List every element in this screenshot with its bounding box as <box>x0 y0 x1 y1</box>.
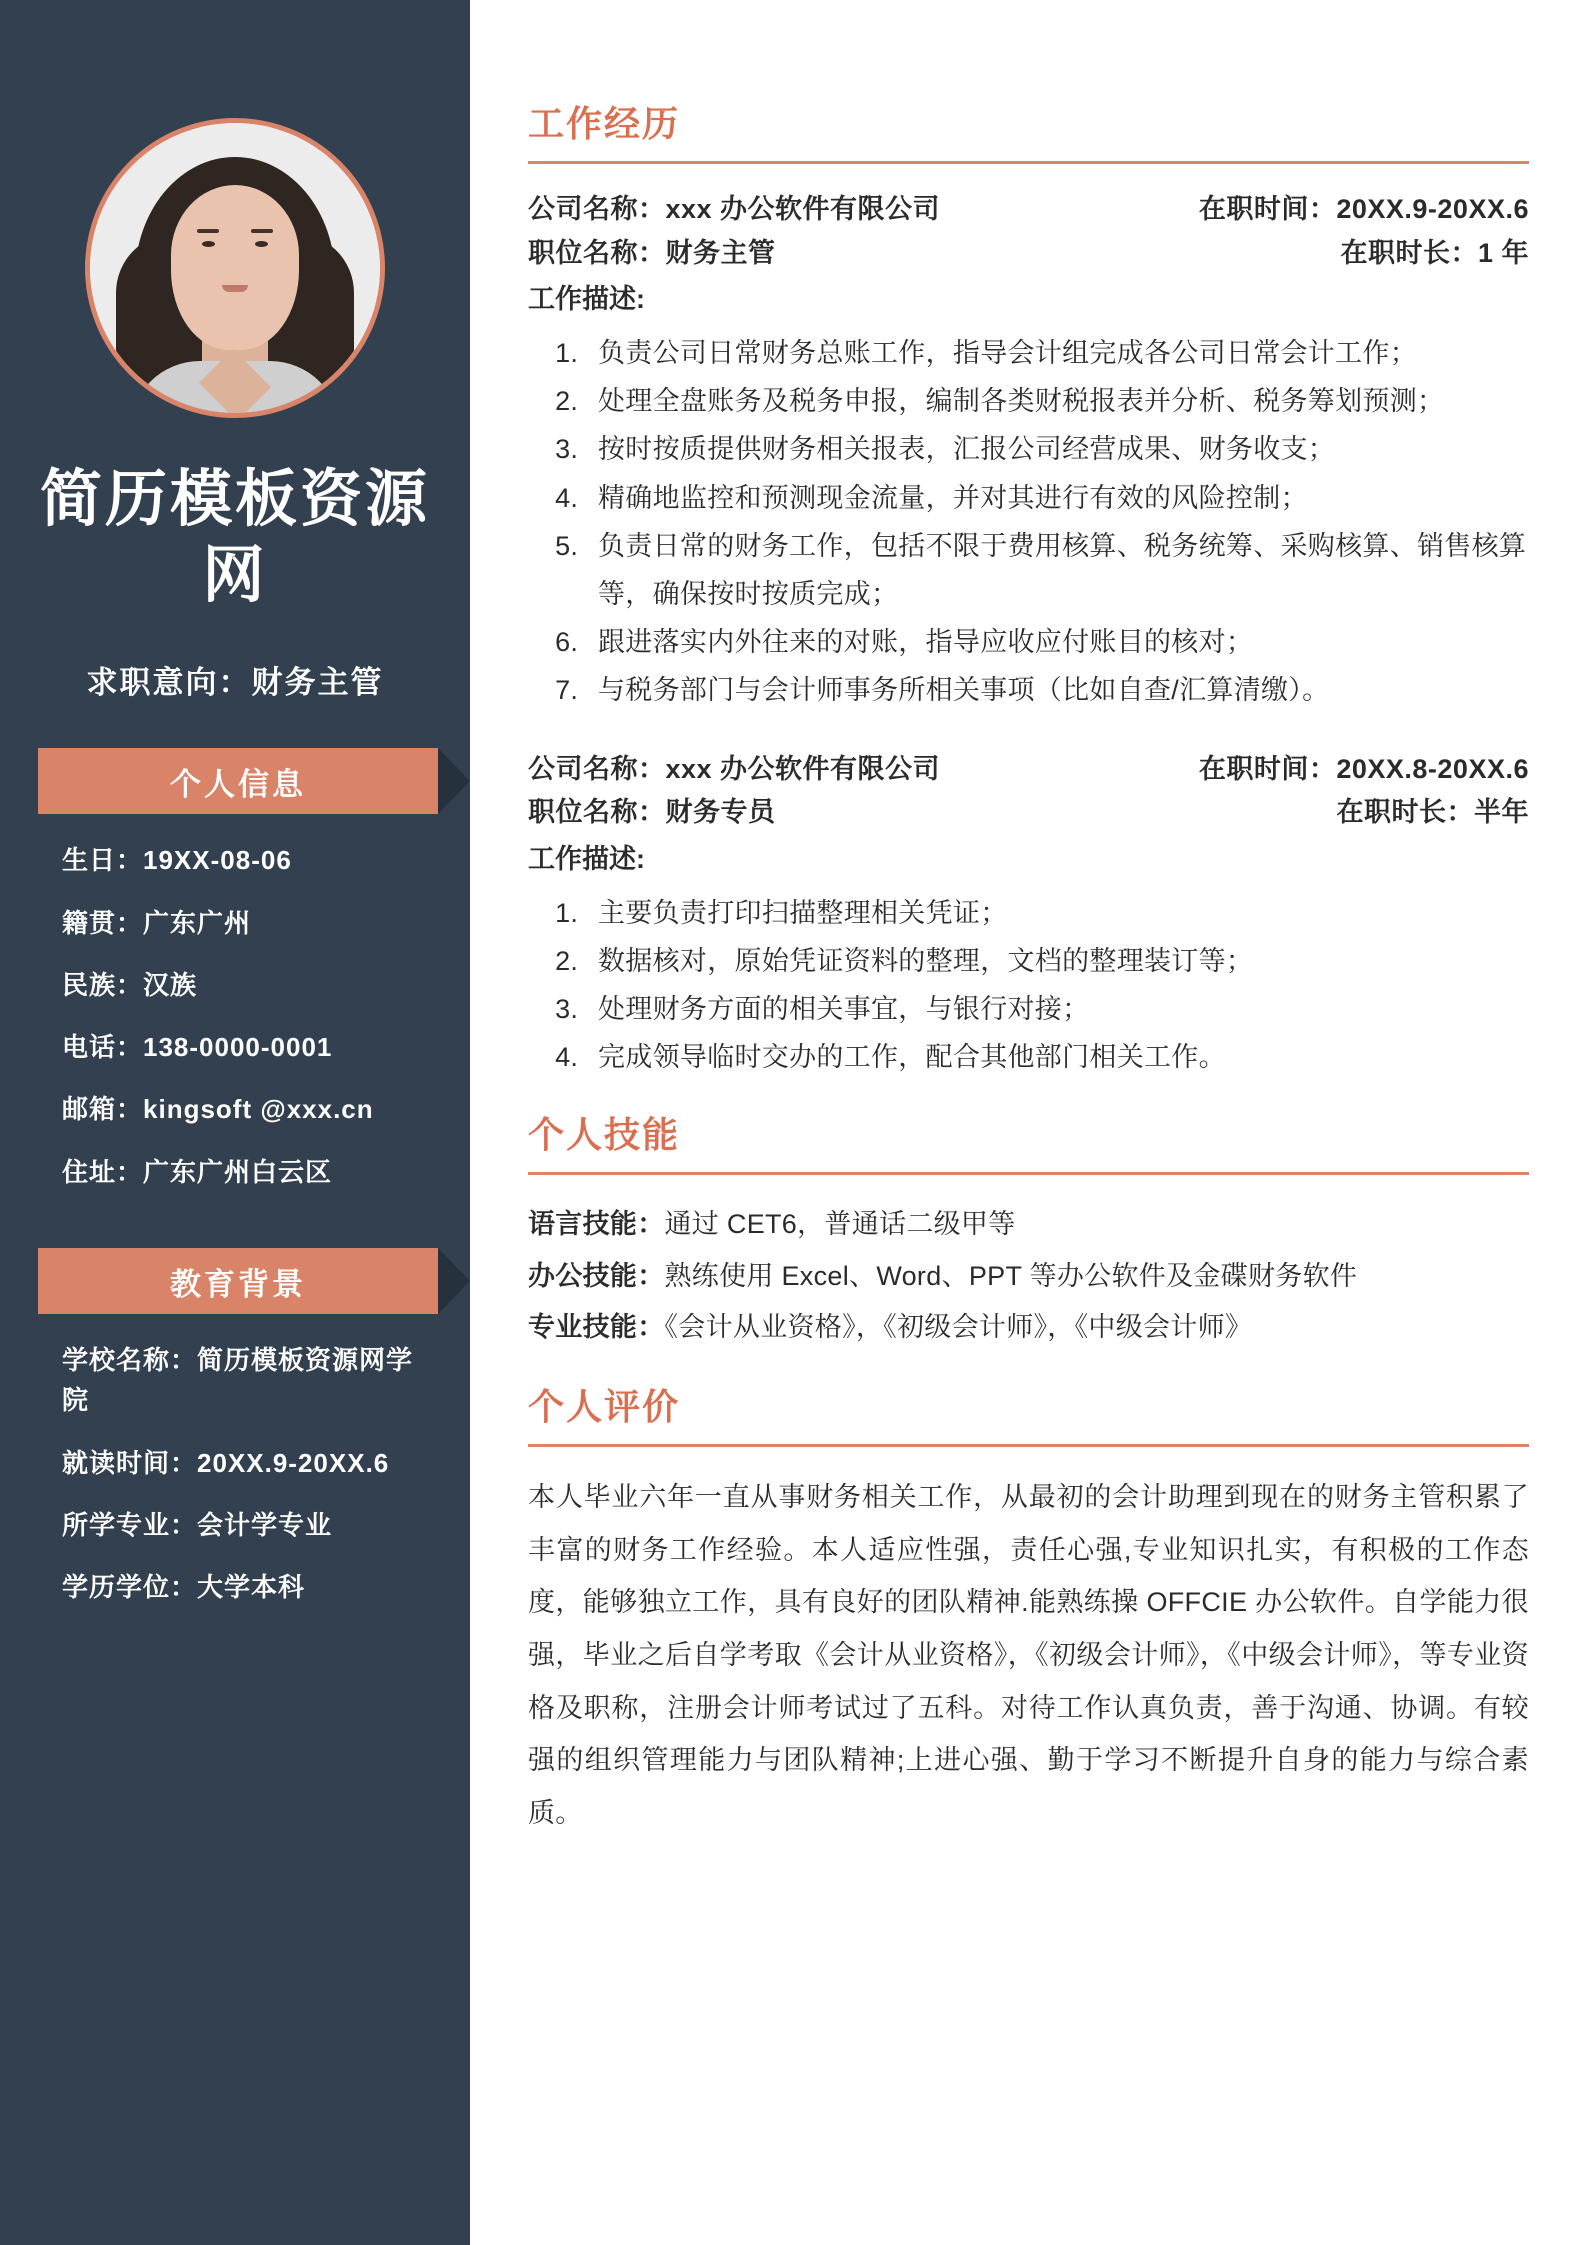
list-item <box>62 1089 426 1129</box>
info-value: kingsoft @xxx.cn <box>143 1094 374 1125</box>
position-value: 财务主管 <box>665 237 776 268</box>
company-label: 公司名称： <box>528 753 666 784</box>
job-description-label: 工作描述: <box>528 284 645 315</box>
section-divider <box>528 161 1529 164</box>
position-value: 财务专员 <box>665 797 776 828</box>
info-value: 19XX-08-06 <box>143 845 292 876</box>
job-entry <box>528 748 1529 1082</box>
list-item: 2. 数据核对，原始凭证资料的整理，文档的整理装订等； <box>586 937 1529 985</box>
job-objective: 求职意向：财务主管 <box>86 665 384 701</box>
education-value: 20XX.9-20XX.6 <box>197 1447 390 1478</box>
avatar <box>85 118 385 418</box>
list-item: 4. 完成领导临时交办的工作，配合其他部门相关工作。 <box>586 1033 1529 1081</box>
section-divider <box>528 1444 1529 1447</box>
list-item <box>62 1027 426 1067</box>
section-heading-education: 教育背景 <box>38 1248 438 1314</box>
list-item: 1. 主要负责打印扫描整理相关凭证； <box>586 889 1529 937</box>
list-item: 2. 处理全盘账务及税务申报，编制各类财税报表并分析、税务筹划预测； <box>586 377 1529 425</box>
education-value: 大学本科 <box>197 1572 306 1603</box>
duration-value: 1 年 <box>1477 237 1529 268</box>
avatar-image <box>90 123 380 413</box>
section-divider <box>528 1172 1529 1175</box>
section-skills <box>528 1107 1529 1353</box>
skill-item <box>528 1199 1529 1250</box>
section-work-experience <box>528 96 1529 1081</box>
duration-label: 在职时长： <box>1336 797 1474 828</box>
self-evaluation-text: 本人毕业六年一直从事财务相关工作，从最初的会计助理到现在的财务主管积累了丰富的财务工作经验。本人适应性强，责任心强,专业知识扎实，有积极的工作态度，能够独立工作，具有良好的团队精神.能熟练操 OFFCIE 办公软件。自学能力很强，毕业之后自学考取《会计从业资格》，《初级会计师》，《中级会计师》，等专业资格及职称，注册会计师考试过了五科。对待工作认真负责，善于沟通、协调。有较强的组织管理能力与团队精神;上进心强、勤于学习不断提升自身的能力与综合素质。 <box>528 1482 1529 1829</box>
education-list <box>62 1340 426 1607</box>
job-position-row <box>528 791 1529 835</box>
info-label: 民族： <box>62 969 144 1000</box>
education-label: 所学专业： <box>62 1509 198 1540</box>
period-label: 在职时间： <box>1198 194 1337 224</box>
info-label: 住址： <box>62 1156 144 1187</box>
section-self-evaluation <box>528 1379 1529 1839</box>
personal-info-list <box>62 840 426 1192</box>
duration-label: 在职时长： <box>1340 237 1478 268</box>
list-item: 6. 跟进落实内外往来的对账，指导应收应付账目的核对； <box>586 618 1529 666</box>
position-label: 职位名称： <box>528 237 666 268</box>
company-value: xxx 办公软件有限公司 <box>665 753 941 784</box>
list-item: 7. 与税务部门与会计师事务所相关事项（比如自查/汇算清缴）。 <box>586 666 1529 714</box>
info-label: 电话： <box>62 1032 144 1063</box>
skill-value: 熟练使用 Excel、Word、PPT 等办公软件及金碟财务软件 <box>664 1260 1358 1291</box>
period-label: 在职时间： <box>1198 753 1337 784</box>
skill-label: 办公技能： <box>528 1260 665 1291</box>
education-value: 会计学专业 <box>197 1509 333 1540</box>
list-item <box>62 1443 426 1483</box>
info-label: 生日： <box>62 845 144 876</box>
list-item <box>62 1152 426 1192</box>
company-value: xxx 办公软件有限公司 <box>665 194 941 224</box>
skill-value: 通过 CET6，普通话二级甲等 <box>664 1209 1016 1240</box>
list-item: 4. 精确地监控和预测现金流量，并对其进行有效的风险控制； <box>586 474 1529 522</box>
job-company-row <box>528 748 1529 792</box>
job-company-row <box>528 188 1529 232</box>
education-value: 简历模板资源网学院 <box>62 1345 414 1416</box>
section-title: 个人技能 <box>528 1114 681 1156</box>
list-item <box>62 1567 426 1607</box>
job-entry <box>528 188 1529 714</box>
info-label: 籍贯： <box>62 907 144 938</box>
candidate-name: 简历模板资源网 <box>39 465 430 610</box>
education-label: 学校名称： <box>62 1345 198 1376</box>
job-description-label: 工作描述: <box>528 844 645 875</box>
period-value: 20XX.9-20XX.6 <box>1336 194 1529 224</box>
skill-label: 专业技能： <box>528 1311 665 1342</box>
list-item: 3. 处理财务方面的相关事宜，与银行对接； <box>586 985 1529 1033</box>
info-label: 邮箱： <box>62 1094 144 1125</box>
section-title: 工作经历 <box>528 103 681 144</box>
position-label: 职位名称： <box>528 797 666 828</box>
duration-value: 半年 <box>1474 797 1529 828</box>
period-value: 20XX.8-20XX.6 <box>1336 753 1529 784</box>
info-value: 138-0000-0001 <box>143 1032 333 1063</box>
list-item: 1. 负责公司日常财务总账工作，指导会计组完成各公司日常会计工作； <box>586 329 1529 377</box>
list-item: 3. 按时按质提供财务相关报表，汇报公司经营成果、财务收支； <box>586 425 1529 473</box>
list-item <box>62 1340 426 1421</box>
skill-value: 《会计从业资格》，《初级会计师》，《中级会计师》 <box>664 1311 1253 1342</box>
sidebar <box>0 0 470 2245</box>
list-item <box>62 903 426 943</box>
list-item <box>62 965 426 1005</box>
list-item: 5. 负责日常的财务工作，包括不限于费用核算、税务统筹、采购核算、销售核算等，确保按时按质完成； <box>586 522 1529 618</box>
info-value: 广东广州 <box>143 907 252 938</box>
company-label: 公司名称： <box>528 194 666 224</box>
skill-item <box>528 1302 1529 1353</box>
main-content <box>470 0 1587 2245</box>
info-value: 广东广州白云区 <box>143 1156 333 1187</box>
section-title: 个人评价 <box>528 1386 681 1428</box>
job-duty-list <box>528 889 1529 1081</box>
info-value: 汉族 <box>143 969 198 1000</box>
job-duty-list <box>528 329 1529 713</box>
skill-item <box>528 1251 1529 1302</box>
section-heading-personal-info: 个人信息 <box>38 748 438 814</box>
skill-label: 语言技能： <box>528 1209 665 1240</box>
job-position-row <box>528 232 1529 276</box>
list-item <box>62 840 426 880</box>
education-label: 就读时间： <box>62 1447 198 1478</box>
education-label: 学历学位： <box>62 1572 198 1603</box>
list-item <box>62 1505 426 1545</box>
